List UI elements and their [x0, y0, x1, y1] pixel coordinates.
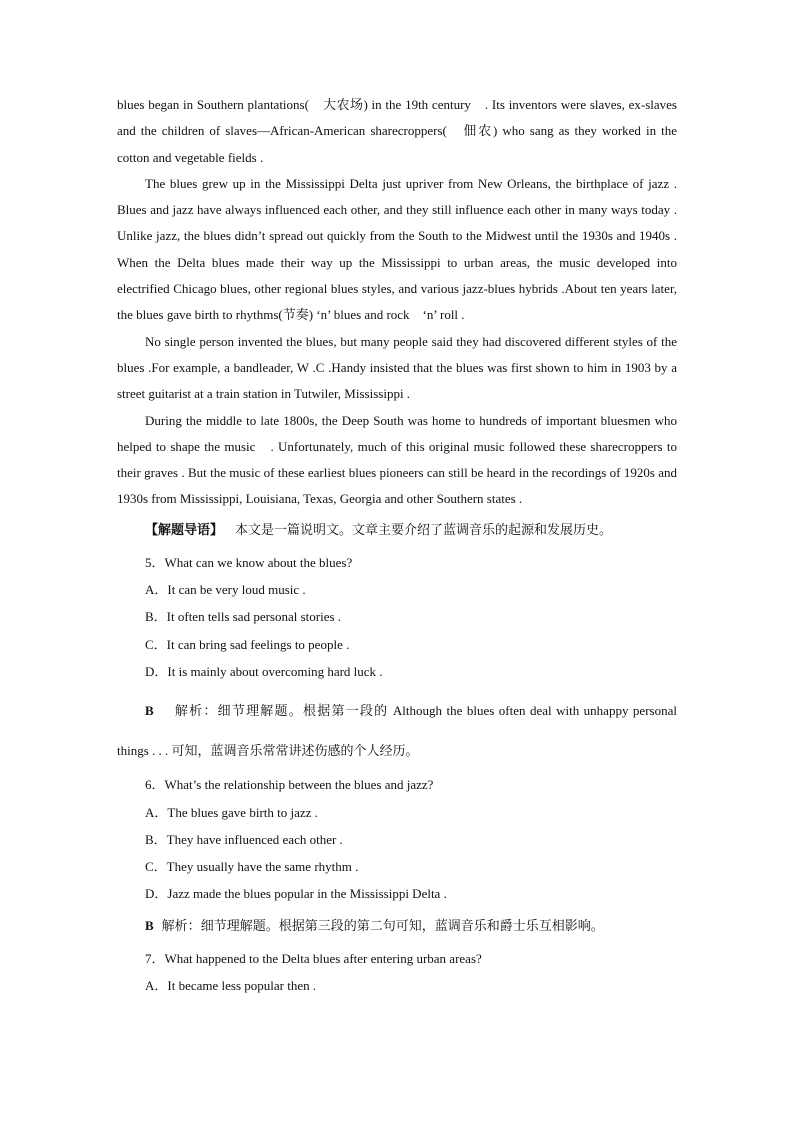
question-6-answer	[117, 912, 677, 939]
question-6-answer-text: 细节理解题。根据第三段的第二句可知，蓝调音乐和爵士乐互相影响。	[200, 917, 604, 933]
question-6-answer-letter: B	[145, 917, 154, 933]
question-5-stem: 5．What can we know about the blues?	[145, 554, 353, 570]
reading-guide	[117, 517, 677, 543]
question-5-option-d: D．It is mainly about overcoming hard luck .	[145, 663, 383, 679]
passage-paragraph-3: No single person invented the blues, but many people said they had discovered different styles of the blues .For example, a bandleader, W .C .Handy insisted that the blues was first shown to him in 1903 by a street guitarist at a train station in Tutwiler, Mississippi .	[117, 333, 677, 402]
question-7-stem: 7．What happened to the Delta blues after entering urban areas?	[145, 950, 482, 966]
question-7-option-a: A．It became less popular then .	[145, 978, 317, 994]
question-5-answer-text: 细节理解题。根据第一段的 Although the blues often deal with unhappy personal things . . . 可知，蓝调音乐常常讲述伤感的个人经历。	[117, 703, 677, 759]
question-5-option-c: C．It can bring sad feelings to people .	[145, 636, 350, 652]
question-5-option-b: B．It often tells sad personal stories .	[145, 609, 342, 625]
passage-paragraph-2: The blues grew up in the Mississippi Delta just upriver from New Orleans, the birthplace of jazz . Blues and jazz have always influenced each other, and they still influence each other in many ways today . Unlike jazz, the blues didn’t spread out quickly from the South to the Midwest until the 1930s and 1940s . When the Delta blues made their way up the Mississippi to urban areas, the music developed into electrified Chicago blues, other regional blues styles, and various jazz-blues hybrids .About ten years later, the blues gave birth to rhythms(节奏) ‘n’ blues and rock ‘n’ roll .	[117, 175, 677, 323]
passage-paragraph-1: blues began in Southern plantations( 大农场) in the 19th century . Its inventors were slaves, ex-slaves and the children of slaves—African-American sharecroppers( 佃农) who sang as they worked in the cotton and vegetable fields .	[117, 97, 677, 165]
question-5-answer-letter: B	[145, 703, 154, 719]
question-6-option-a: A．The blues gave birth to jazz .	[145, 804, 318, 820]
question-6-option-d: D．Jazz made the blues popular in the Mississippi Delta .	[145, 886, 447, 902]
reading-guide-tag: 【解题导语】	[145, 521, 224, 537]
document-content	[117, 92, 677, 999]
passage-paragraph-4: During the middle to late 1800s, the Deep South was home to hundreds of important bluesmen who helped to shape the music . Unfortunately, much of this original music followed these sharecroppers to their graves . But the music of these earliest blues pioneers can still be heard in the recordings of 1920s and 1930s from Mississippi, Louisiana, Texas, Georgia and other Southern states .	[117, 412, 677, 507]
question-6-stem: 6．What’s the relationship between the blues and jazz?	[145, 777, 434, 793]
question-5-option-a: A．It can be very loud music .	[145, 582, 306, 598]
question-6-answer-label: 解析：	[161, 917, 201, 933]
question-6-option-c: C．They usually have the same rhythm .	[145, 859, 359, 875]
question-6-option-b: B．They have influenced each other .	[145, 831, 343, 847]
reading-guide-text: 本文是一篇说明文。文章主要介绍了蓝调音乐的起源和发展历史。	[235, 521, 613, 537]
question-5-answer	[117, 691, 677, 771]
question-5-answer-label: 解析：	[173, 703, 218, 719]
